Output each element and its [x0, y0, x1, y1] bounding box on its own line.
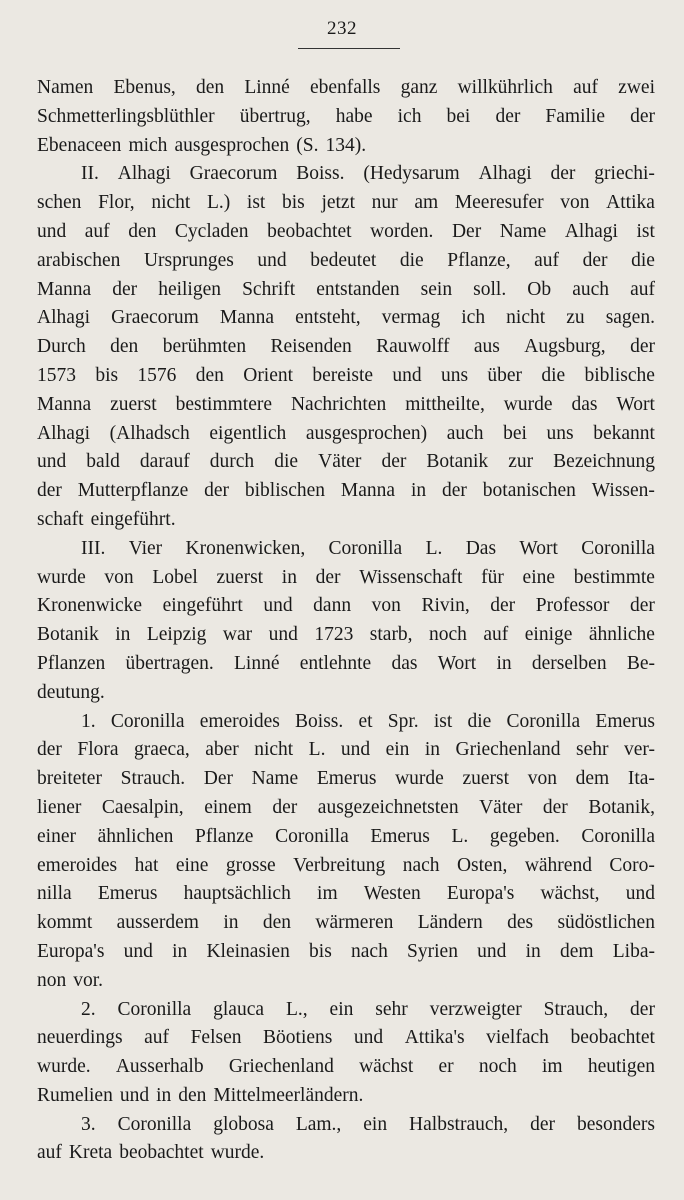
text-line: auf Kreta beobachtet wurde.: [37, 1142, 265, 1164]
paragraph: [37, 1111, 655, 1169]
text-line: einer ähnlichen Pflanze Coronilla Emerus L. gegeben. Coronilla: [37, 825, 655, 847]
text-line: Schmetterlingsblüthler übertrug, habe ich bei der Familie der: [37, 105, 655, 127]
text-line: non vor.: [37, 969, 104, 991]
paragraph: [37, 535, 655, 708]
text-line: kommt ausserdem in den wärmeren Ländern des südöstlichen: [37, 912, 655, 934]
text-line: Rumelien und in den Mittelmeerländern.: [37, 1084, 364, 1106]
text-line: Pflanzen übertragen. Linné entlehnte das Wort in derselben Be-: [37, 652, 655, 674]
text-line: Manna zuerst bestimmtere Nachrichten mittheilte, wurde das Wort: [37, 393, 655, 415]
page-number: 232: [327, 18, 357, 39]
text-line: Ebenaceen mich ausgesprochen (S. 134).: [37, 134, 367, 156]
text-line: Europa's und in Kleinasien bis nach Syrien und in dem Liba-: [37, 940, 655, 962]
paragraph: [37, 74, 655, 160]
text-line: breiteter Strauch. Der Name Emerus wurde zuerst von dem Ita-: [37, 768, 655, 790]
text-line: deutung.: [37, 681, 105, 703]
text-line: liener Caesalpin, einem der ausgezeichnetsten Väter der Botanik,: [37, 796, 655, 818]
header-rule: [298, 48, 400, 49]
body-text: [37, 74, 655, 1168]
text-line: der Flora graeca, aber nicht L. und ein in Griechenland sehr ver-: [37, 739, 655, 761]
text-line: arabischen Ursprunges und bedeutet die Pflanze, auf der die: [37, 249, 655, 271]
text-line: Namen Ebenus, den Linné ebenfalls ganz willkührlich auf zwei: [37, 77, 655, 98]
text-line: neuerdings auf Felsen Böotiens und Attika's vielfach beobachtet: [37, 1027, 655, 1049]
paragraph: [37, 708, 655, 996]
text-line: schaft eingeführt.: [37, 508, 176, 530]
text-line: II. Alhagi Graecorum Boiss. (Hedysarum Alhagi der griechi-: [81, 163, 655, 185]
text-line: Kronenwicke eingeführt und dann von Rivin, der Professor der: [37, 595, 655, 617]
text-line: Alhagi Graecorum Manna entsteht, vermag ich nicht zu sagen.: [37, 307, 655, 329]
text-line: Manna der heiligen Schrift entstanden sein soll. Ob auch auf: [37, 278, 655, 300]
text-line: III. Vier Kronenwicken, Coronilla L. Das Wort Coronilla: [81, 537, 655, 559]
text-line: wurde. Ausserhalb Griechenland wächst er noch im heutigen: [37, 1056, 655, 1078]
text-line: 1573 bis 1576 den Orient bereiste und uns über die biblische: [37, 364, 655, 386]
text-line: und bald darauf durch die Väter der Botanik zur Bezeichnung: [37, 451, 655, 473]
text-line: wurde von Lobel zuerst in der Wissenschaft für eine bestimmte: [37, 566, 655, 588]
text-line: Durch den berühmten Reisenden Rauwolff aus Augsburg, der: [37, 336, 655, 358]
paragraph: [37, 996, 655, 1111]
text-line: 3. Coronilla globosa Lam., ein Halbstrauch, der besonders: [81, 1113, 655, 1135]
text-line: schen Flor, nicht L.) ist bis jetzt nur am Meeresufer von Attika: [37, 192, 655, 214]
text-line: und auf den Cycladen beobachtet worden. Der Name Alhagi ist: [37, 220, 655, 242]
text-line: Botanik in Leipzig war und 1723 starb, noch auf einige ähnliche: [37, 624, 655, 646]
text-line: nilla Emerus hauptsächlich im Westen Europa's wächst, und: [37, 883, 655, 905]
text-line: 1. Coronilla emeroides Boiss. et Spr. ist die Coronilla Emerus: [81, 710, 655, 732]
paragraph: [37, 160, 655, 534]
text-line: der Mutterpflanze der biblischen Manna in der botanischen Wissen-: [37, 480, 655, 502]
text-line: 2. Coronilla glauca L., ein sehr verzweigter Strauch, der: [81, 998, 655, 1020]
text-line: emeroides hat eine grosse Verbreitung nach Osten, während Coro-: [37, 854, 655, 876]
text-line: Alhagi (Alhadsch eigentlich ausgesprochen) auch bei uns bekannt: [37, 422, 655, 444]
